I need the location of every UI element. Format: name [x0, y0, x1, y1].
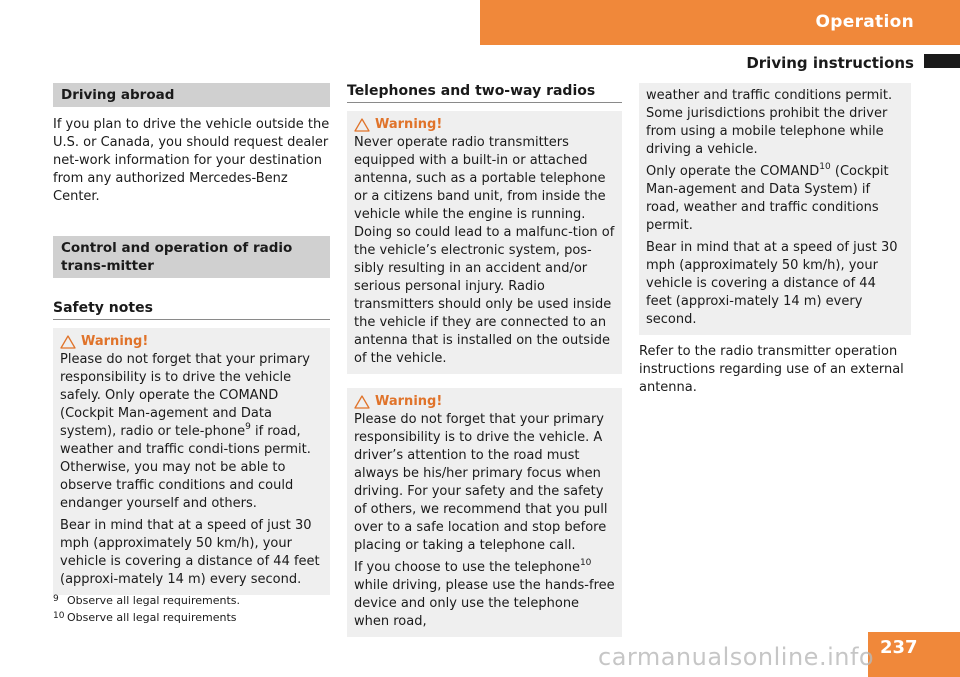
footnotes: [53, 0, 353, 677]
footnote-ref[interactable]: 10: [579, 557, 592, 568]
warning-paragraph: Please do not forget that your primary responsibility is to drive the vehicle. A driver’s attention to the road must always be his/her primary focus when driving. For your safety and the safety of others, we recommend that you pull over to a safe location and stop before placing or taking a telephone call.: [354, 412, 608, 553]
safety-notes-title: Safety notes: [53, 300, 330, 320]
driving-abroad-heading: Driving abroad: [53, 83, 330, 107]
warning-label: Warning!: [375, 117, 443, 132]
warning-label: Warning!: [375, 394, 443, 409]
warning-paragraph: Only operate the COMAND$^{10}$ (Cockpit Man-agement and Data System) if road, weather and traffic conditions permit.: [646, 161, 889, 233]
footnote-ref[interactable]: 10: [819, 161, 831, 172]
column-right: [639, 83, 911, 397]
warning-box-continued: [639, 83, 911, 335]
warning-box-radio-transmitters: [347, 111, 622, 374]
warning-triangle-icon: [354, 395, 370, 409]
page-subtitle: Driving instructions: [746, 54, 914, 72]
watermark: carmanualsonline.info: [598, 643, 875, 671]
warning-paragraph: If you choose to use the telephone$^{10}$ while driving, please use the hands-free device and only use the telephone when road,: [354, 557, 615, 629]
thumb-index-marker: [924, 54, 960, 68]
section-title: Operation: [815, 12, 914, 32]
page-number: 237: [880, 637, 918, 658]
column-middle: [347, 83, 622, 637]
warning-box-telephone: [347, 388, 622, 637]
warning-label: Warning!: [81, 334, 149, 349]
warning-header: [354, 116, 616, 134]
footnote-ref[interactable]: 9: [245, 421, 251, 432]
telephones-radios-title: Telephones and two-way radios: [347, 83, 622, 103]
warning-paragraph: Please do not forget that your primary responsibility is to drive the vehicle safely. Only operate the COMAND (Cockpit Man-agement and Data system), radio or tele-phone$^9$ if road, weather and traffic condi-tions permit. Otherwise, you may not be able to observe traffic conditions and could endanger yourself and others.: [60, 352, 311, 511]
radio-transmitter-heading: Control and operation of radio trans-mitter: [53, 236, 330, 278]
footnote-9: 9 Observe all legal requirements.: [53, 594, 240, 607]
footnote-10: 10 Observe all legal requirements: [53, 611, 237, 624]
warning-paragraph: Never operate radio transmitters equipped with a built-in or attached antenna, such as a portable telephone or a citizens band unit, from inside the vehicle while the engine is running. Doing so could lead to a malfunc-tion of the vehicle’s electronic system, pos-sibly resulting in an accident and/or serious personal injury. Radio transmitters should only be used inside the vehicle if they are connected to an antenna that is installed on the outside of the vehicle.: [354, 135, 615, 366]
warning-triangle-icon: [354, 118, 370, 132]
radio-transmitter-note: Refer to the radio transmitter operation instructions regarding use of an external antenna.: [639, 344, 904, 395]
warning-header: [354, 393, 616, 411]
warning-paragraph: weather and traffic conditions permit. Some jurisdictions prohibit the driver from using a mobile telephone while driving a vehicle.: [646, 88, 893, 157]
warning-paragraph: Bear in mind that at a speed of just 30 mph (approximately 50 km/h), your vehicle is covering a distance of 44 feet (approxi-mately 14 m) every second.: [60, 518, 320, 587]
warning-paragraph: Bear in mind that at a speed of just 30 mph (approximately 50 km/h), your vehicle is covering a distance of 44 feet (approxi-mately 14 m) every second.: [646, 240, 898, 327]
driving-abroad-text: If you plan to drive the vehicle outside the U.S. or Canada, you should request dealer net-work information for your destination from any authorized Mercedes-Benz Center.: [53, 117, 330, 204]
